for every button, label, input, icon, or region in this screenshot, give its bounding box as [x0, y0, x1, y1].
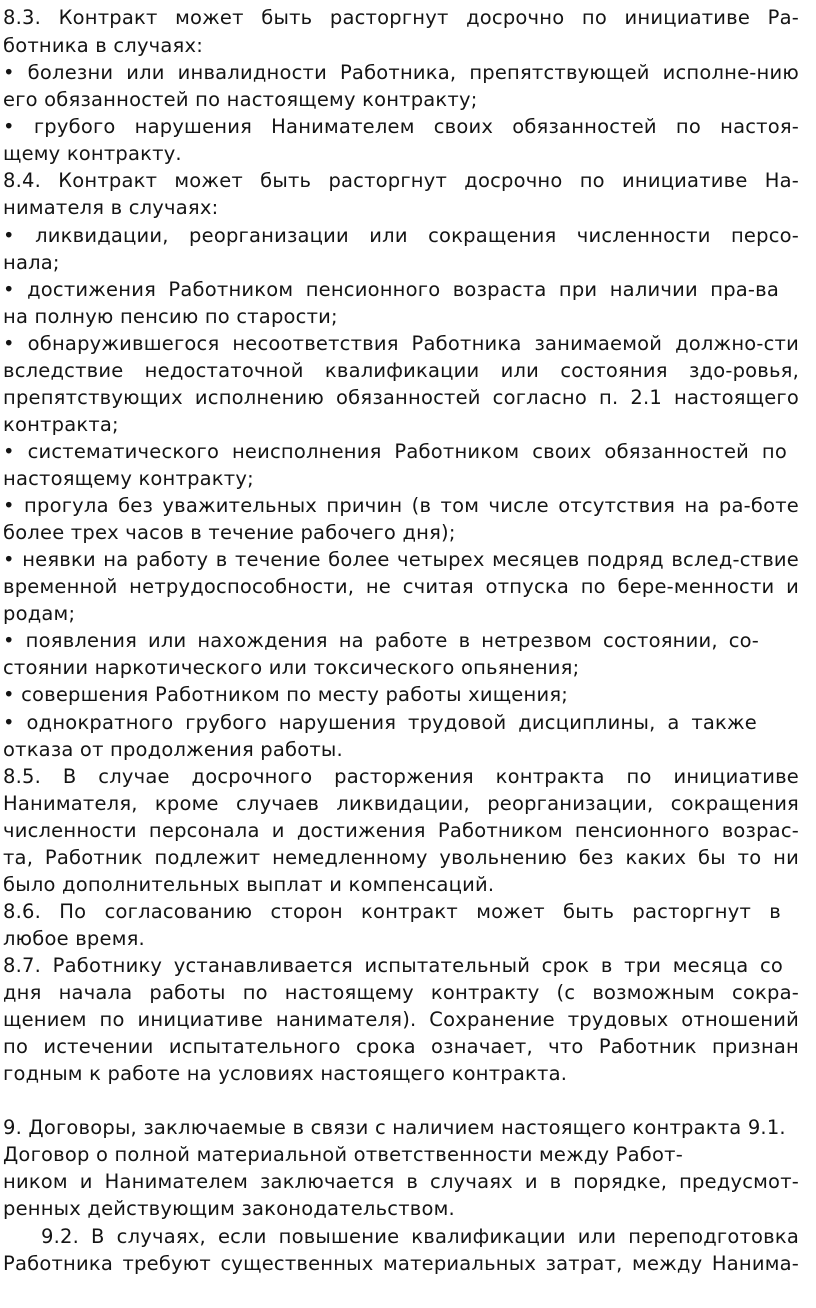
text-line: та, Работник подлежит немедленному увольнению без каких бы то ни [3, 846, 799, 869]
text-line: • появления или нахождения на работе в нетрезвом состоянии, со- [3, 629, 759, 652]
text-line: было дополнительных выплат и компенсаций. [3, 873, 495, 896]
text-line: нимателя в случаях: [3, 196, 219, 219]
text-line: нала; [3, 251, 60, 274]
text-line: годным к работе на условиях настоящего контракта. [3, 1062, 568, 1085]
text-line: настоящему контракту; [3, 467, 254, 490]
text-line: Договор о полной материальной ответственности между Работ- [3, 1143, 683, 1166]
text-line: • ликвидации, реорганизации или сокращения численности персо- [3, 224, 799, 247]
text-line: численности персонала и достижения Работником пенсионного возрас- [3, 819, 799, 842]
text-line: стоянии наркотического или токсического опьянения; [3, 656, 580, 679]
text-line: • достижения Работником пенсионного возраста при наличии пра-ва [3, 278, 779, 301]
text-line: любое время. [3, 927, 145, 950]
text-line: более трех часов в течение рабочего дня); [3, 521, 456, 544]
text-line: • совершения Работником по месту работы хищения; [3, 683, 569, 706]
text-line: 8.4. Контракт может быть расторгнут досрочно по инициативе На- [3, 169, 799, 192]
text-line: 9. Договоры, заключаемые в связи с наличием настоящего контракта 9.1. [3, 1116, 786, 1139]
text-line: 8.5. В случае досрочного расторжения контракта по инициативе [3, 765, 799, 788]
text-line: ником и Нанимателем заключается в случаях и в порядке, предусмот- [3, 1170, 799, 1193]
text-line: 8.7. Работнику устанавливается испытательный срок в три месяца со [3, 954, 783, 977]
text-line: • обнаружившегося несоответствия Работника занимаемой должно-сти [3, 332, 799, 355]
text-line: на полную пенсию по старости; [3, 305, 338, 328]
text-line: 8.6. По согласованию сторон контракт может быть расторгнут в [3, 900, 781, 923]
text-line: контракта; [3, 413, 119, 436]
text-line: • однократного грубого нарушения трудовой дисциплины, а также [3, 711, 757, 734]
text-line: временной нетрудоспособности, не считая отпуска по бере-менности и [3, 575, 799, 598]
text-line: родам; [3, 602, 76, 625]
text-line: щением по инициативе нанимателя). Сохранение трудовых отношений [3, 1008, 799, 1031]
text-line: ботника в случаях: [3, 34, 203, 57]
text-line: препятствующих исполнению обязанностей согласно п. 2.1 настоящего [3, 386, 799, 409]
text-line: 8.3. Контракт может быть расторгнут досрочно по инициативе Ра- [3, 6, 799, 29]
text-line: • болезни или инвалидности Работника, препятствующей исполне-нию [3, 61, 799, 84]
text-line: вследствие недостаточной квалификации или состояния здо-ровья, [3, 359, 799, 382]
text-line: 9.2. В случаях, если повышение квалификации или переподготовка [41, 1225, 799, 1248]
text-line: Нанимателя, кроме случаев ликвидации, реорганизации, сокращения [3, 792, 799, 815]
text-line: дня начала работы по настоящему контракту (с возможным сокра- [3, 981, 799, 1004]
text-line: • грубого нарушения Нанимателем своих обязанностей по настоя- [3, 115, 799, 138]
text-line: ренных действующим законодательством. [3, 1197, 455, 1220]
text-line: • неявки на работу в течение более четырех месяцев подряд вслед-ствие [3, 548, 799, 571]
text-line: • прогула без уважительных причин (в том числе отсутствия на ра-боте [3, 494, 799, 517]
text-line: Работника требуют существенных материальных затрат, между Нанима- [3, 1252, 799, 1275]
text-line: его обязанностей по настоящему контракту; [3, 88, 478, 111]
text-line: отказа от продолжения работы. [3, 738, 343, 761]
text-line: по истечении испытательного срока означает, что Работник признан [3, 1035, 799, 1058]
text-line: • систематического неисполнения Работником своих обязанностей по [3, 440, 787, 463]
text-line: щему контракту. [3, 142, 182, 165]
